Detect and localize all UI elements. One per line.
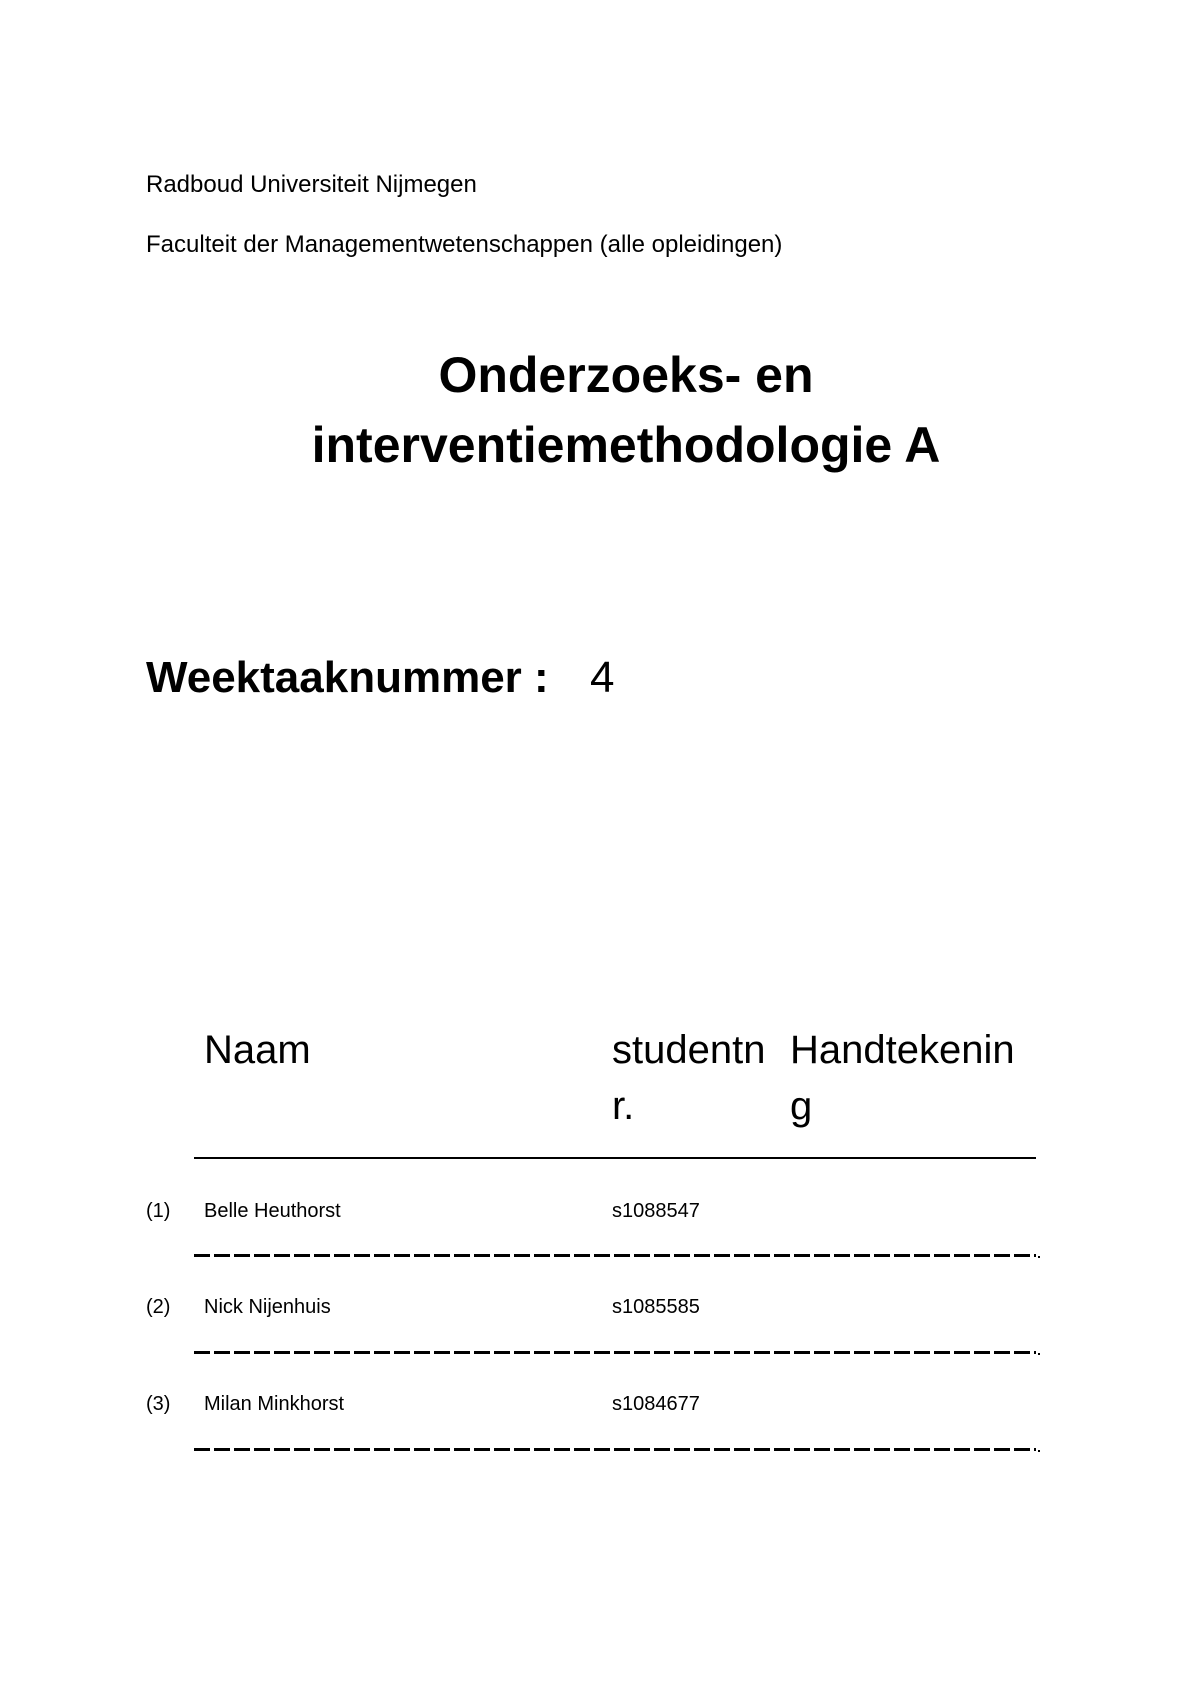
line-end-dot: [1038, 1256, 1040, 1258]
signature-line: [194, 1448, 1036, 1451]
student-number: s1085585: [612, 1296, 700, 1318]
week-task-number: 4: [590, 653, 615, 702]
row-index: (1): [146, 1200, 171, 1222]
column-header-signature: Handtekening: [790, 1028, 1015, 1128]
column-header-name: Naam: [204, 1028, 311, 1072]
line-end-dot: [1038, 1353, 1040, 1355]
student-number: s1084677: [612, 1393, 700, 1415]
week-task-label: Weektaaknummer :: [146, 653, 549, 702]
university-name: Radboud Universiteit Nijmegen: [146, 171, 477, 198]
line-end-dot: [1038, 1450, 1040, 1452]
column-header-student-nr: studentnr.: [612, 1028, 766, 1128]
row-index: (2): [146, 1296, 171, 1318]
row-index: (3): [146, 1393, 171, 1415]
header-divider: [194, 1157, 1036, 1159]
course-title: Onderzoeks- en interventiemethodologie A: [311, 347, 941, 473]
signature-line: [194, 1254, 1036, 1257]
faculty-name: Faculteit der Managementwetenschappen (alle opleidingen): [146, 231, 783, 258]
signature-line: [194, 1351, 1036, 1354]
student-name: Belle Heuthorst: [204, 1200, 341, 1222]
student-number: s1088547: [612, 1200, 700, 1222]
student-name: Milan Minkhorst: [204, 1393, 345, 1415]
student-name: Nick Nijenhuis: [204, 1296, 331, 1318]
